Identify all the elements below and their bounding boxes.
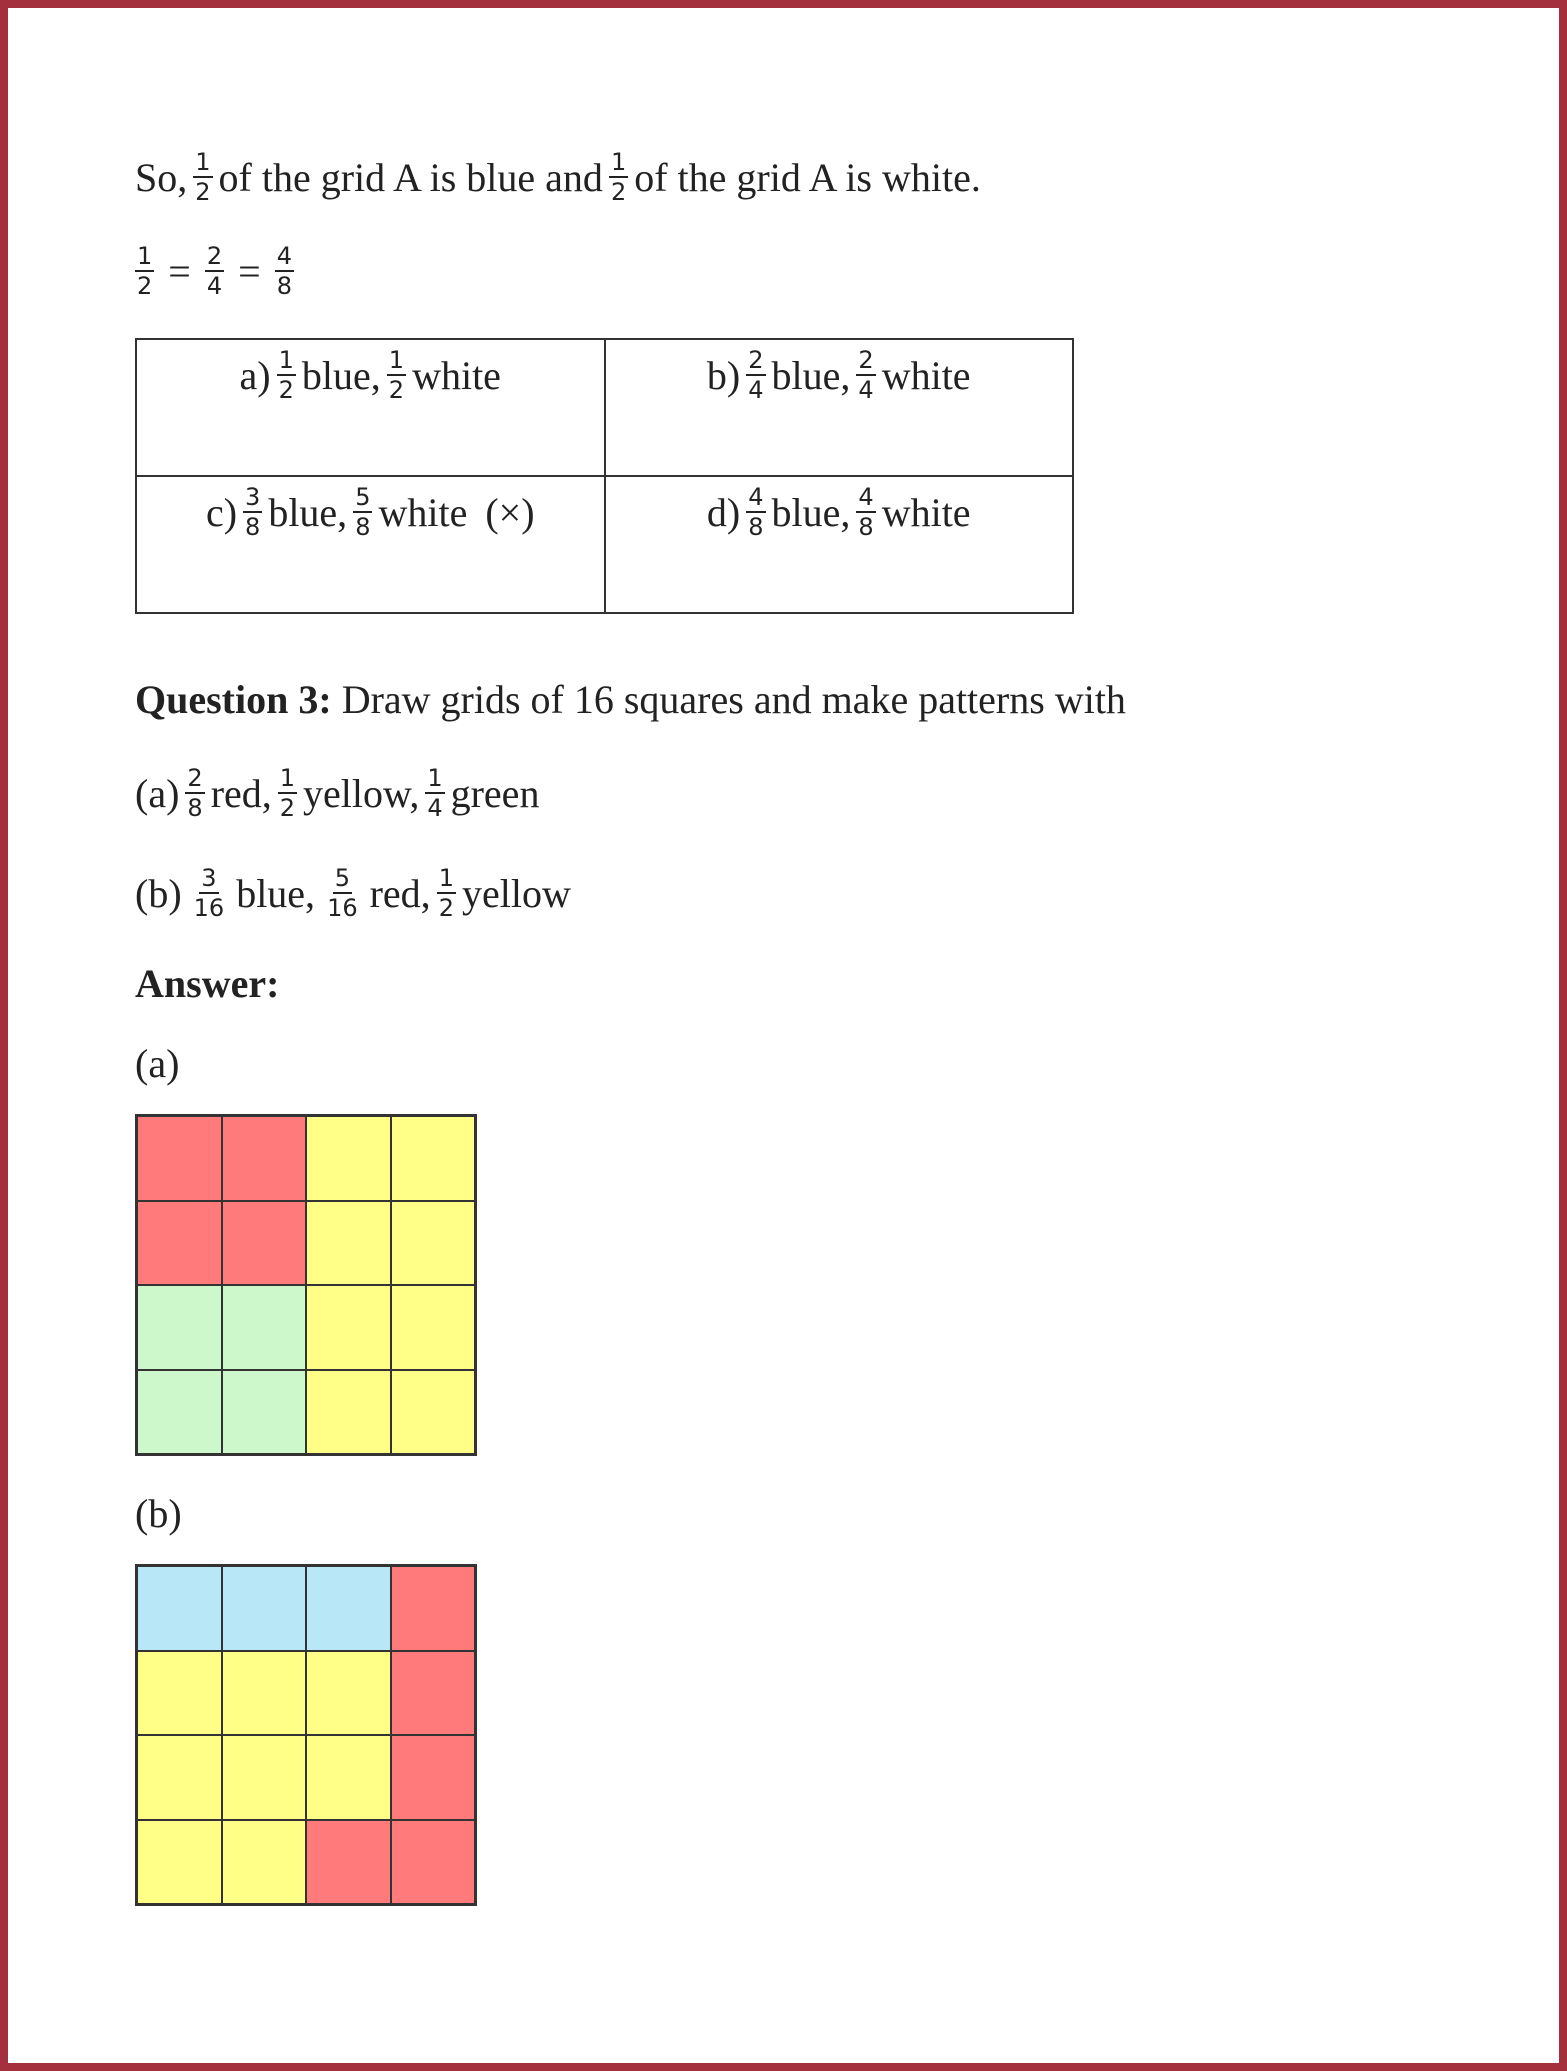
- grid-square-yellow: [137, 1820, 222, 1905]
- grid-square-red: [306, 1820, 391, 1905]
- numerator: 2: [187, 764, 203, 792]
- fraction: [277, 346, 296, 404]
- question-text: Draw grids of 16 squares and make patterns with: [341, 677, 1126, 722]
- numerator: 4: [858, 483, 874, 511]
- grid-square-red: [391, 1651, 476, 1736]
- numerator: 2: [748, 346, 764, 374]
- option-content: [707, 346, 971, 404]
- label: (b): [135, 1491, 182, 1536]
- fraction: [856, 483, 875, 541]
- grid-square-red: [222, 1116, 307, 1201]
- text: So,: [135, 154, 188, 200]
- fraction: [327, 864, 358, 922]
- text: white: [881, 352, 971, 398]
- denominator: 2: [278, 376, 294, 404]
- denominator: 2: [388, 376, 405, 404]
- denominator: 16: [193, 894, 225, 922]
- denominator: 8: [245, 513, 261, 541]
- numerator: 1: [279, 764, 296, 792]
- fraction: [856, 346, 875, 404]
- wrong-mark: (×): [485, 489, 535, 535]
- fraction: [243, 483, 262, 541]
- denominator: 2: [438, 894, 454, 922]
- grid-square-red: [222, 1201, 307, 1286]
- text: of the grid A is white.: [634, 154, 981, 200]
- question-part-a: [135, 764, 539, 822]
- fraction: [746, 346, 765, 404]
- numerator: 3: [245, 483, 261, 511]
- fraction: [437, 864, 456, 922]
- equals: =: [238, 248, 261, 294]
- grid-square-yellow: [391, 1116, 476, 1201]
- denominator: 8: [187, 794, 203, 822]
- text: of the grid A is blue and: [218, 154, 603, 200]
- intro-sentence: [135, 148, 981, 206]
- grid-square-yellow: [391, 1201, 476, 1286]
- answer-grid-a: [135, 1114, 477, 1456]
- numerator: 2: [206, 242, 223, 270]
- grid-square-blue: [306, 1566, 391, 1651]
- grid-square-green: [222, 1370, 307, 1455]
- grid-square-yellow: [137, 1651, 222, 1736]
- fraction: [387, 346, 406, 404]
- fraction: [205, 242, 224, 300]
- denominator: 4: [206, 272, 223, 300]
- grid-square-yellow: [306, 1201, 391, 1286]
- question-part-b: [135, 864, 571, 922]
- denominator: 4: [748, 376, 764, 404]
- grid-square-red: [137, 1116, 222, 1201]
- fraction: [609, 148, 628, 206]
- option-label: a): [239, 352, 271, 398]
- numerator: 1: [278, 346, 294, 374]
- denominator: 2: [279, 794, 296, 822]
- grid-square-yellow: [306, 1370, 391, 1455]
- grid-square-yellow: [391, 1285, 476, 1370]
- option-label: d): [706, 489, 741, 535]
- numerator: 3: [201, 864, 217, 892]
- text: white: [412, 352, 501, 398]
- option-label: c): [205, 489, 238, 535]
- part-label: (b): [135, 870, 182, 916]
- equivalence-line: [129, 242, 300, 300]
- text: red,: [210, 770, 272, 816]
- answer-heading: [135, 960, 279, 1007]
- option-label: b): [706, 352, 741, 398]
- option-content: [206, 483, 535, 541]
- denominator: 8: [276, 272, 292, 300]
- denominator: 8: [748, 513, 764, 541]
- option-a: [136, 339, 605, 476]
- denominator: 2: [137, 272, 153, 300]
- text: yellow: [461, 870, 571, 916]
- options-table: [135, 338, 1074, 614]
- grid-square-yellow: [222, 1735, 307, 1820]
- answer-a-label: [135, 1040, 179, 1087]
- numerator: 4: [748, 483, 764, 511]
- fraction: [278, 764, 297, 822]
- grid-square-red: [137, 1201, 222, 1286]
- grid-square-green: [137, 1370, 222, 1455]
- grid-square-green: [137, 1285, 222, 1370]
- numerator: 1: [388, 346, 405, 374]
- answer-label: Answer:: [135, 961, 280, 1006]
- option-d: [605, 476, 1074, 613]
- fraction: [353, 483, 372, 541]
- numerator: 1: [427, 764, 443, 792]
- text: blue,: [268, 489, 348, 535]
- numerator: 1: [195, 148, 211, 176]
- fraction: [193, 148, 212, 206]
- denominator: 2: [195, 178, 211, 206]
- fraction: [185, 764, 204, 822]
- text: blue,: [236, 870, 316, 916]
- label: (a): [135, 1041, 180, 1086]
- grid-square-green: [222, 1285, 307, 1370]
- grid-square-red: [391, 1566, 476, 1651]
- option-content: [240, 346, 501, 404]
- answer-grid-b: [135, 1564, 477, 1906]
- fraction: [194, 864, 225, 922]
- denominator: 2: [610, 178, 627, 206]
- text: red,: [369, 870, 431, 916]
- fraction: [275, 242, 294, 300]
- denominator: 8: [355, 513, 371, 541]
- text: blue,: [301, 352, 381, 398]
- denominator: 4: [858, 376, 874, 404]
- numerator: 2: [858, 346, 874, 374]
- numerator: 4: [276, 242, 292, 270]
- grid-square-yellow: [306, 1651, 391, 1736]
- grid-square-yellow: [137, 1735, 222, 1820]
- grid-square-yellow: [222, 1820, 307, 1905]
- grid-square-red: [391, 1820, 476, 1905]
- numerator: 5: [355, 483, 371, 511]
- denominator: 16: [327, 894, 358, 922]
- option-c: [136, 476, 605, 613]
- grid-square-blue: [137, 1566, 222, 1651]
- denominator: 8: [858, 513, 874, 541]
- part-label: (a): [135, 770, 180, 816]
- grid-square-yellow: [306, 1285, 391, 1370]
- equals: =: [168, 248, 191, 294]
- fraction: [746, 483, 765, 541]
- grid-square-red: [391, 1735, 476, 1820]
- numerator: 1: [610, 148, 627, 176]
- grid-square-yellow: [306, 1735, 391, 1820]
- text: blue,: [771, 489, 851, 535]
- numerator: 1: [137, 242, 153, 270]
- text: yellow,: [303, 770, 420, 816]
- grid-square-yellow: [391, 1370, 476, 1455]
- text: white: [881, 489, 971, 535]
- numerator: 1: [438, 864, 454, 892]
- question-label: Question 3:: [135, 677, 332, 722]
- numerator: 5: [334, 864, 350, 892]
- fraction: [425, 764, 444, 822]
- text: blue,: [771, 352, 851, 398]
- text: white: [378, 489, 468, 535]
- denominator: 4: [427, 794, 443, 822]
- grid-square-blue: [222, 1566, 307, 1651]
- answer-b-label: [135, 1490, 182, 1537]
- grid-square-yellow: [222, 1651, 307, 1736]
- question-3: [135, 676, 1126, 723]
- option-b: [605, 339, 1074, 476]
- text: green: [450, 770, 540, 816]
- grid-square-yellow: [306, 1116, 391, 1201]
- fraction: [135, 242, 154, 300]
- option-content: [707, 483, 971, 541]
